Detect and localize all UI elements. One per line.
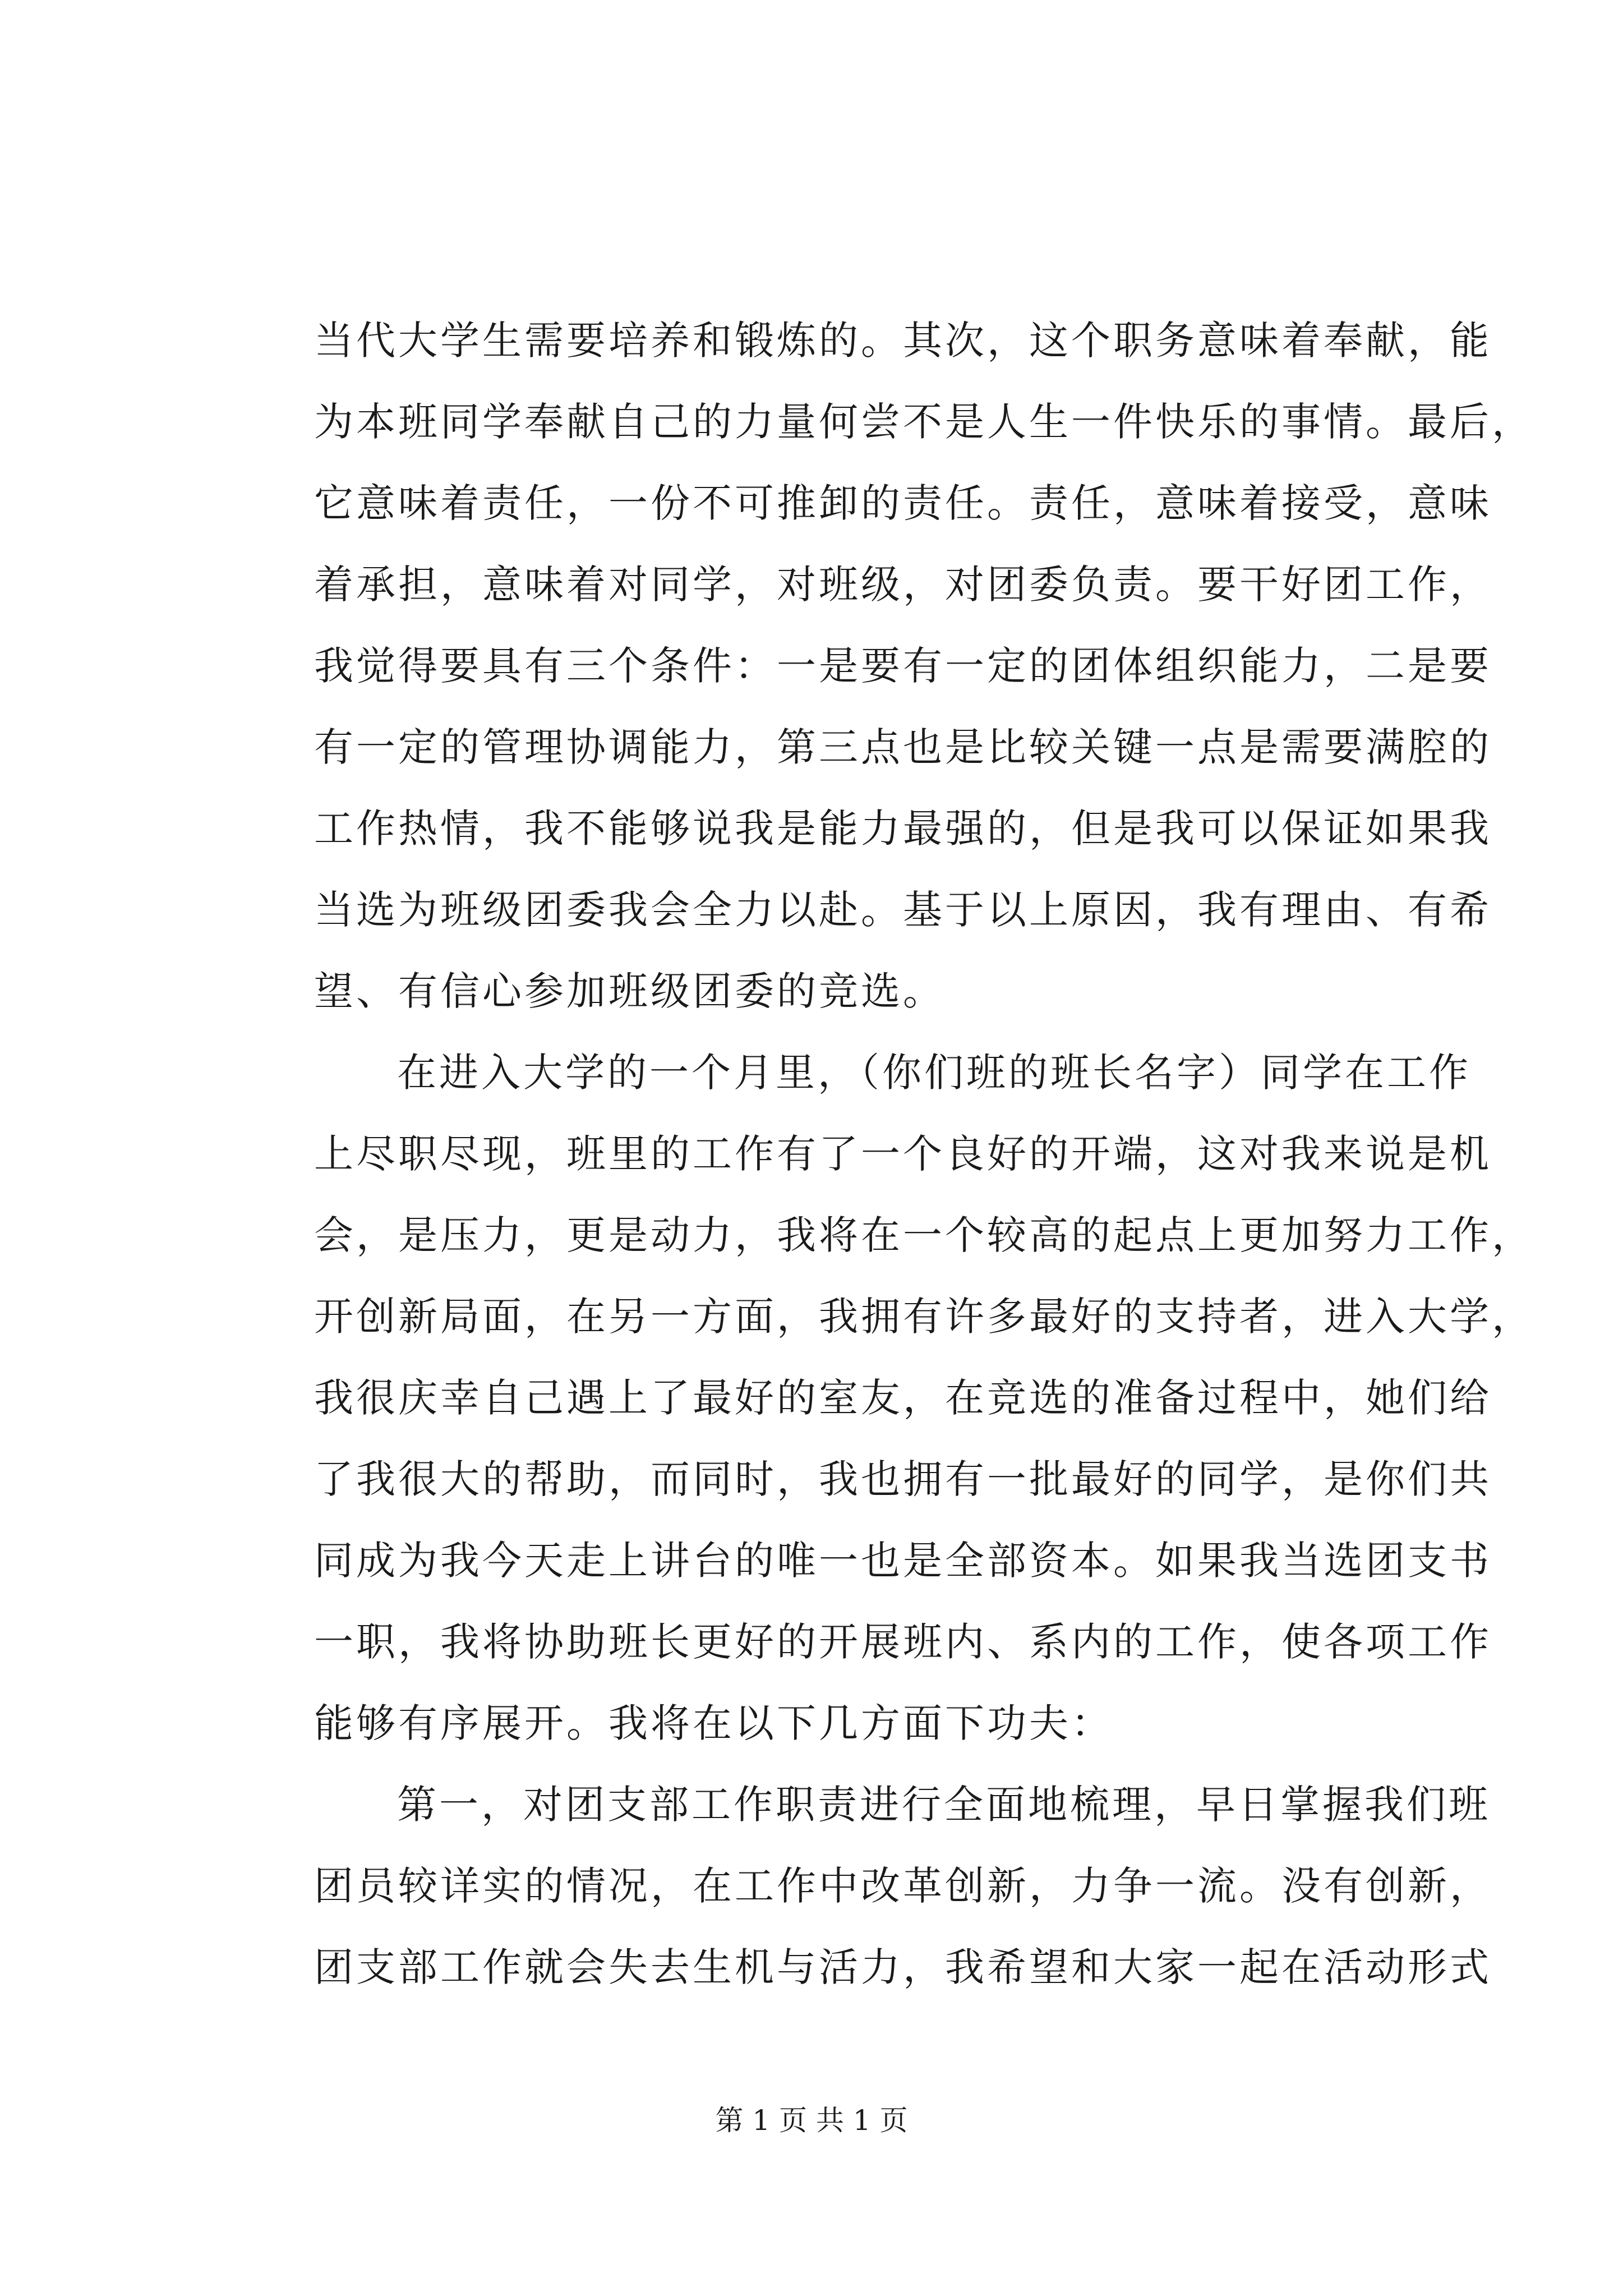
text-line: 它意味着责任，一份不可推卸的责任。责任，意味着接受，意味 <box>314 480 1492 526</box>
text-line: 工作热情，我不能够说我是能力最强的，但是我可以保证如果我 <box>314 806 1492 852</box>
text-line: 上尽职尽现，班里的工作有了一个良好的开端，这对我来说是机 <box>314 1131 1492 1177</box>
text-line: 着承担，意味着对同学，对班级，对团委负责。要干好团工作， <box>314 562 1492 608</box>
text-line: 团支部工作就会失去生机与活力，我希望和大家一起在活动形式 <box>314 1944 1492 1990</box>
text-line: 我很庆幸自己遇上了最好的室友，在竞选的准备过程中，她们给 <box>314 1375 1492 1421</box>
text-line: 当选为班级团委我会全力以赴。基于以上原因，我有理由、有希 <box>314 887 1492 933</box>
text-line: 望、有信心参加班级团委的竞选。 <box>314 968 945 1014</box>
text-line: 同成为我今天走上讲台的唯一也是全部资本。如果我当选团支书 <box>314 1538 1492 1584</box>
text-line: 团员较详实的情况，在工作中改革创新，力争一流。没有创新， <box>314 1863 1492 1909</box>
text-line: 我觉得要具有三个条件：一是要有一定的团体组织能力，二是要 <box>314 643 1492 689</box>
paragraph-first-line: 在进入大学的一个月里，（你们班的班长名字）同学在工作 <box>397 1050 1471 1096</box>
text-line: 一职，我将协助班长更好的开展班内、系内的工作，使各项工作 <box>314 1619 1492 1665</box>
text-line: 能够有序展开。我将在以下几方面下功夫： <box>314 1700 1113 1746</box>
text-line: 会，是压力，更是动力，我将在一个较高的起点上更加努力工作， <box>314 1212 1534 1258</box>
text-line: 了我很大的帮助，而同时，我也拥有一批最好的同学，是你们共 <box>314 1456 1492 1502</box>
page-footer: 第 1 页 共 1 页 <box>715 2104 908 2137</box>
body-text <box>314 300 1534 2008</box>
paragraph-first-line: 第一，对团支部工作职责进行全面地梳理，早日掌握我们班 <box>397 1782 1491 1828</box>
text-line: 开创新局面，在另一方面，我拥有许多最好的支持者，进入大学， <box>314 1294 1534 1340</box>
text-line: 有一定的管理协调能力，第三点也是比较关键一点是需要满腔的 <box>314 724 1492 770</box>
text-line: 当代大学生需要培养和锻炼的。其次，这个职务意味着奉献，能 <box>314 318 1492 364</box>
text-line: 为本班同学奉献自己的力量何尝不是人生一件快乐的事情。最后， <box>314 399 1534 445</box>
